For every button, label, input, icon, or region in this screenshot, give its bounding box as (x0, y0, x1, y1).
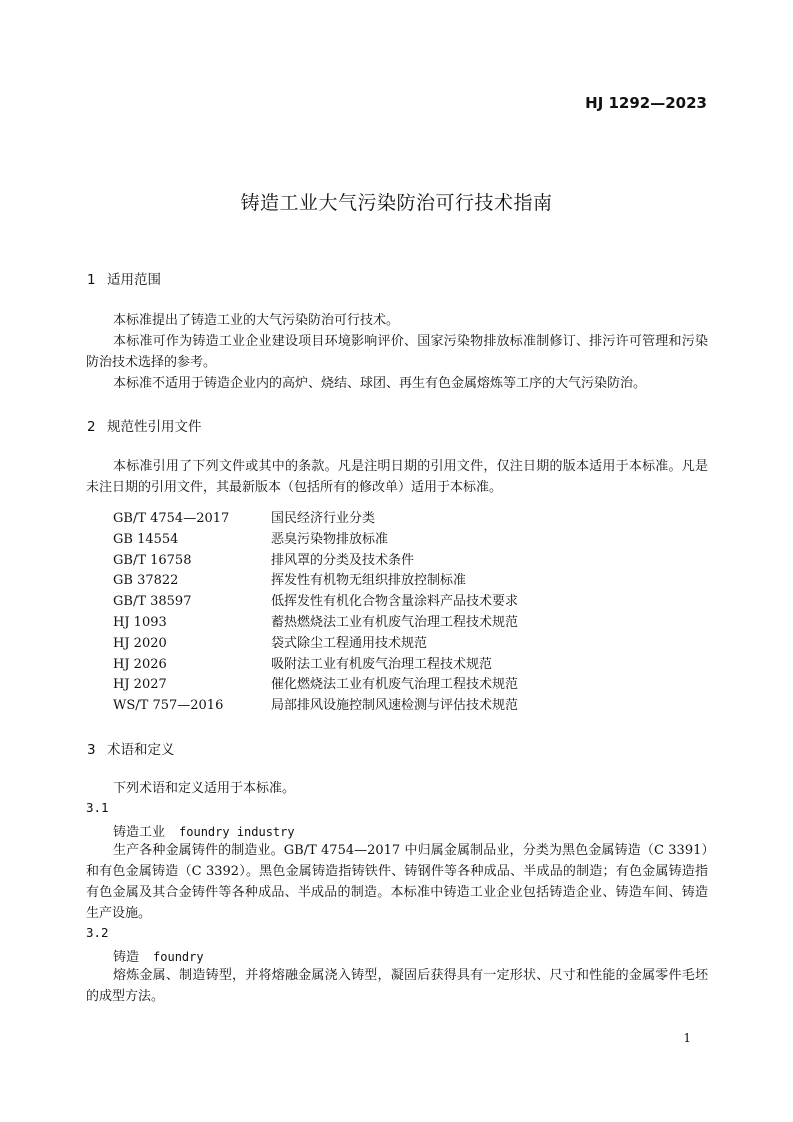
term-en: foundry (153, 950, 204, 964)
section-1-paragraph-1: 本标准提出了铸造工业的大气污染防治可行技术。 (113, 313, 400, 328)
section-3-title: 术语和定义 (107, 742, 175, 758)
clause-3-2-number: 3.2 (86, 925, 109, 940)
reference-code: HJ 2026 (113, 656, 167, 672)
term-3-1-definition: 生产各种金属铸件的制造业。GB/T 4754—2017 中归属金属制品业，分类为黑色金属铸造（C 3391）和有色金属铸造（C 3392）。黑色金属铸造指铸铁件、铸钢件等各种成品、半成品的制造；有色金属铸造指有色金属及其合金铸件等各种成品、半成品的制造。本标准中铸造工业企业包括铸造企业、铸造车间、铸造生产设施。 (86, 843, 708, 921)
term-3-2 (113, 946, 204, 965)
reference-code: GB 14554 (113, 531, 179, 547)
section-2-number: 2 (87, 419, 96, 435)
section-1-paragraph-2: 本标准可作为铸造工业企业建设项目环境影响评价、国家污染物排放标准制修订、排污许可管理和污染防治技术选择的参考。 (86, 334, 708, 370)
section-1-title: 适用范围 (107, 272, 161, 288)
reference-item (113, 675, 518, 696)
reference-code: WS/T 757—2016 (113, 698, 224, 714)
term-en: foundry industry (179, 825, 295, 839)
reference-item (113, 551, 518, 572)
reference-item (113, 571, 518, 592)
clause-3-1-number: 3.1 (86, 800, 109, 815)
reference-item (113, 634, 518, 655)
section-3-intro: 下列术语和定义适用于本标准。 (113, 781, 296, 796)
reference-name: 低挥发性有机化合物含量涂料产品技术要求 (271, 594, 519, 610)
reference-item (113, 696, 518, 717)
reference-name: 蓄热燃烧法工业有机废气治理工程技术规范 (271, 614, 519, 630)
term-3-1 (113, 821, 295, 840)
reference-item (113, 613, 518, 634)
reference-code: HJ 1093 (113, 614, 167, 630)
section-2-heading (87, 415, 202, 435)
reference-code: GB/T 38597 (113, 594, 192, 610)
reference-list (113, 509, 518, 717)
section-3-heading (87, 738, 175, 758)
reference-name: 恶臭污染物排放标准 (271, 531, 389, 547)
reference-item (113, 592, 518, 613)
reference-code: GB/T 4754—2017 (113, 511, 230, 526)
reference-item (113, 509, 518, 530)
term-zh: 铸造 (113, 950, 140, 965)
section-2-intro: 本标准引用了下列文件或其中的条款。凡是注明日期的引用文件，仅注日期的版本适用于本标准。凡是未注日期的引用文件，其最新版本（包括所有的修改单）适用于本标准。 (86, 459, 708, 495)
reference-code: HJ 2027 (113, 677, 167, 693)
section-1-number: 1 (87, 272, 96, 288)
section-2-title: 规范性引用文件 (107, 419, 202, 435)
reference-item (113, 655, 518, 676)
section-1-heading (87, 268, 161, 288)
term-3-2-definition: 熔炼金属、制造铸型，并将熔融金属浇入铸型，凝固后获得具有一定形状、尺寸和性能的金属零件毛坯的成型方法。 (86, 968, 708, 1004)
reference-name: 催化燃烧法工业有机废气治理工程技术规范 (271, 677, 519, 693)
reference-name: 吸附法工业有机废气治理工程技术规范 (271, 656, 493, 672)
reference-name: 袋式除尘工程通用技术规范 (271, 635, 428, 651)
reference-name: 局部排风设施控制风速检测与评估技术规范 (271, 698, 519, 714)
reference-code: GB 37822 (113, 573, 179, 589)
term-zh: 铸造工业 (113, 825, 166, 840)
reference-code: GB/T 16758 (113, 552, 192, 568)
document-code: HJ 1292—2023 (585, 94, 707, 112)
section-3-number: 3 (87, 742, 96, 758)
reference-name: 挥发性有机物无组织排放控制标准 (271, 573, 467, 589)
page-number: 1 (683, 1031, 691, 1045)
reference-code: HJ 2020 (113, 635, 167, 651)
section-1-paragraph-3: 本标准不适用于铸造企业内的高炉、烧结、球团、再生有色金属熔炼等工序的大气污染防治。 (113, 376, 647, 391)
reference-item (113, 530, 518, 551)
document-title: 铸造工业大气污染防治可行技术指南 (240, 192, 553, 214)
reference-name: 国民经济行业分类 (271, 511, 376, 526)
reference-name: 排风罩的分类及技术条件 (271, 552, 415, 568)
